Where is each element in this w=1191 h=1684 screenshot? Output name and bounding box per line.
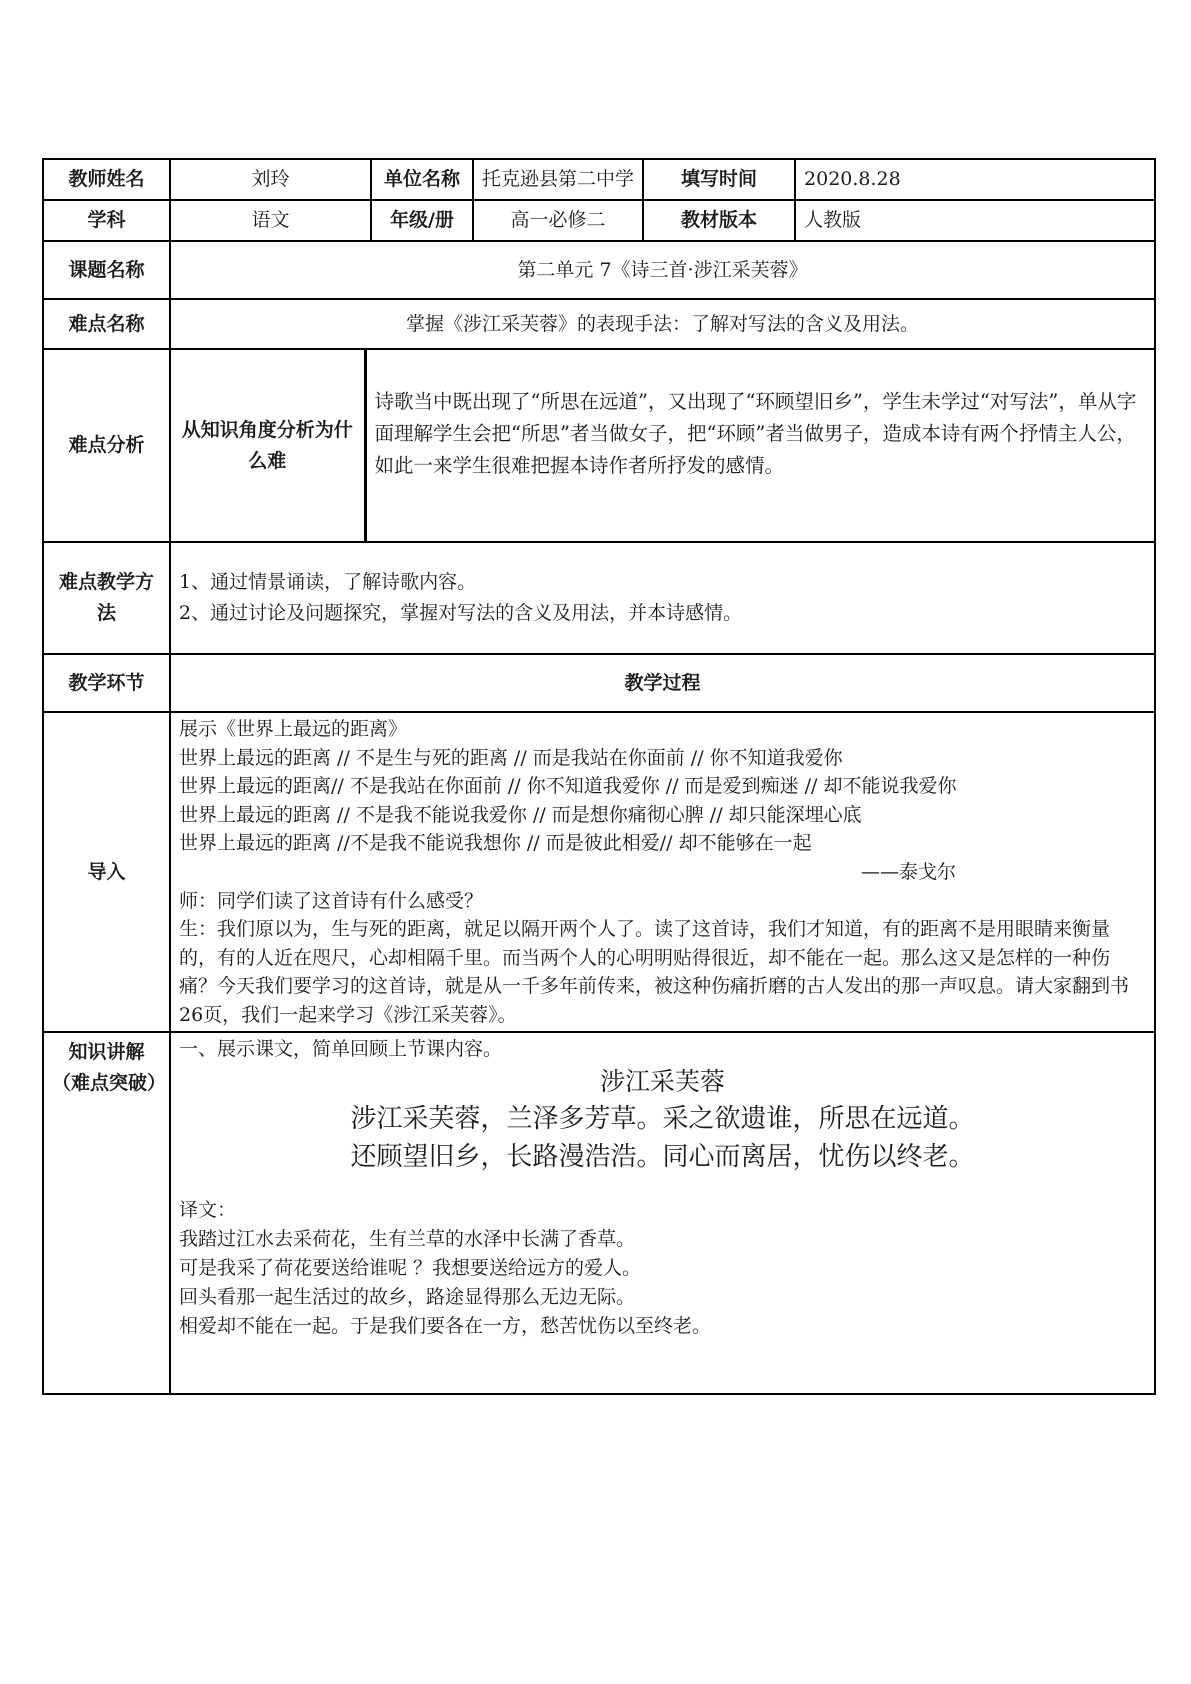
grade-label: 年级/册 [371,200,473,241]
header-row-2 [43,200,1155,241]
translation-line: 相爱却不能在一起。于是我们要各在一方，愁苦忧伤以至终老。 [179,1315,712,1337]
method-label: 难点教学方法 [43,542,170,654]
subject-value: 语文 [170,200,371,241]
analysis-value: 诗歌当中既出现了“所思在远道”，又出现了“环顾望旧乡”，学生未学过“对写法”，单从字面理解学生会把“所思”者当做女子，把“环顾”者当做男子，造成本诗有两个抒情主人公，如此一来学生很难把握本诗作者所抒发的感情。 [365,349,1155,542]
poem-line: 涉江采芙蓉，兰泽多芳草。采之欲遗谁，所思在远道。 [350,1104,975,1134]
translation-line: 可是我采了荷花要送给谁呢 ？我想要送给远方的爱人。 [179,1257,642,1279]
method-item: 1、通过情景诵读，了解诗歌内容。 [179,571,477,593]
intro-line: 世界上最远的距离 // 不是生与死的距离 // 而是我站在你面前 // 你不知道我爱你 [179,746,843,769]
translation-line: 我踏过江水去采荷花，生有兰草的水泽中长满了香草。 [179,1228,636,1250]
subject-label: 学科 [43,200,170,241]
intro-author: ——泰戈尔 [861,860,957,883]
intro-student-answer: 生：我们原以为，生与死的距离，就足以隔开两个人了。读了这首诗，我们才知道，有的距离不是用眼睛来衡量的，有的人近在咫尺，心却相隔千里。而当两个人的心明明贴得很近，却不能在一起。那么这又是怎样的一种伤痛？今天我们要学习的这首诗，就是从一千多年前传来，被这种伤痛折磨的古人发出的那一声叹息。请大家翻到书26页，我们一起来学习《涉江采芙蓉》。 [179,918,1130,1026]
poem-block [179,1064,1146,1176]
topic-row [43,241,1155,299]
date-label: 填写时间 [643,159,795,200]
intro-line: 世界上最远的距离// 不是我站在你面前 // 你不知道我爱你 // 而是爱到痴迷 // 却不能说我爱你 [179,775,957,798]
topic-value: 第二单元 7《诗三首·涉江采芙蓉》 [170,241,1155,299]
lesson-plan-table [42,158,1156,1395]
difficulty-label: 难点名称 [43,299,170,349]
poem-title: 涉江采芙蓉 [600,1067,726,1096]
method-item: 2、通过讨论及问题探究，掌握对写法的含义及用法，并本诗感情。 [179,602,743,624]
knowledge-label-main: 知识讲解 [68,1041,145,1063]
difficulty-value: 掌握《涉江采芙蓉》的表现手法：了解对写法的含义及用法。 [170,299,1155,349]
translation-label: 译文： [179,1199,237,1221]
knowledge-content [170,1032,1155,1394]
topic-label: 课题名称 [43,241,170,299]
process-stage-label: 教学环节 [43,654,170,712]
translation-line: 回头看那一起生活过的故乡，路途显得那么无边无际。 [179,1286,636,1308]
process-label: 教学过程 [170,654,1155,712]
intro-teacher-question: 师：同学们读了这首诗有什么感受？ [179,889,484,912]
difficulty-row [43,299,1155,349]
knowledge-label [43,1032,170,1394]
process-header-row [43,654,1155,712]
intro-line: 世界上最远的距离 //不是我不能说我想你 // 而是彼此相爱// 却不能够在一起 [179,832,812,855]
edition-label: 教材版本 [643,200,795,241]
knowledge-label-sub: （难点突破） [52,1072,167,1094]
date-value: 2020.8.28 [795,159,1155,200]
intro-label: 导入 [43,712,170,1032]
edition-value: 人教版 [795,200,1155,241]
method-content [170,542,1155,654]
intro-row [43,712,1155,1032]
teacher-label: 教师姓名 [43,159,170,200]
poem-line: 还顾望旧乡，长路漫浩浩。同心而离居，忧伤以终老。 [350,1142,975,1172]
analysis-sub-label: 从知识角度分析为什么难 [170,349,365,542]
intro-content [170,712,1155,1032]
knowledge-row [43,1032,1155,1394]
unit-label: 单位名称 [371,159,473,200]
intro-line: 世界上最远的距离 // 不是我不能说我爱你 // 而是想你痛彻心脾 // 却只能深埋心底 [179,803,862,826]
analysis-label: 难点分析 [43,349,170,542]
analysis-row [43,349,1155,542]
unit-value: 托克逊县第二中学 [473,159,643,200]
header-row-1 [43,159,1155,200]
teacher-value: 刘玲 [170,159,371,200]
grade-value: 高一必修二 [473,200,643,241]
method-row [43,542,1155,654]
knowledge-step-1: 一、展示课文，简单回顾上节课内容。 [179,1038,503,1060]
intro-line: 展示《世界上最远的距离》 [179,718,408,740]
